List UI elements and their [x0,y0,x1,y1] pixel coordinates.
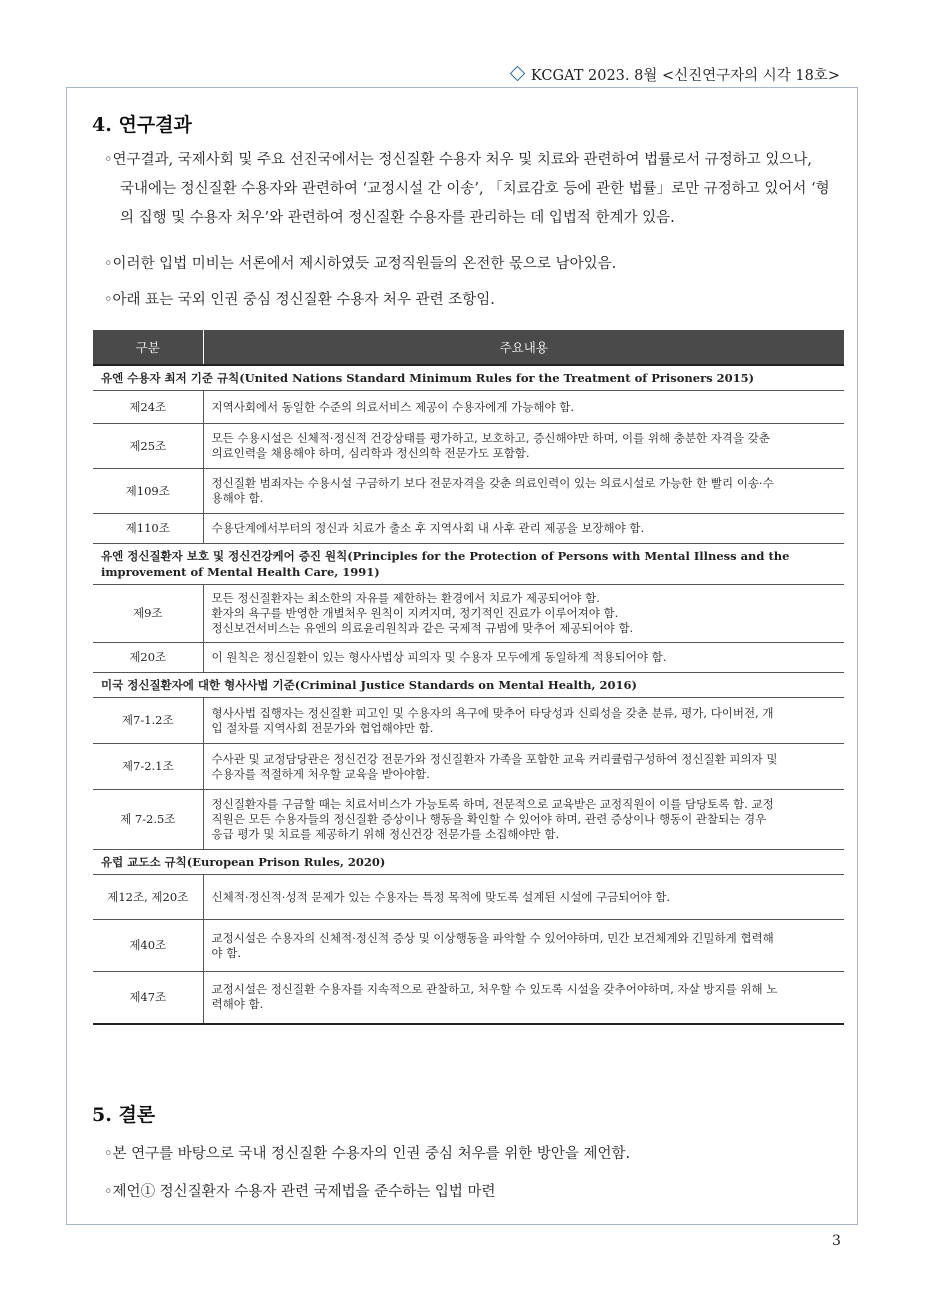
table-row [93,920,844,972]
content-line: 교정시설은 정신질환 수용자를 지속적으로 관찰하고, 처우할 수 있도록 시설을 갖추어야하며, 자살 방지를 위해 노 [211,982,778,997]
content-line: 수용자를 적절하게 처우할 교육을 받아야함. [211,766,430,781]
content-line: 정신보건서비스는 유엔의 의료윤리원칙과 같은 국제적 규범에 맞추어 제공되어야 함. [211,621,634,635]
paragraph [104,250,849,279]
paragraph [104,1140,849,1169]
content-cell [203,514,844,544]
paragraph-line: ◦제언① 정신질환자 수용자 관련 국제법을 준수하는 입법 마련 [104,1184,496,1200]
group-title: 미국 정신질환자에 대한 형사사법 기준(Criminal Justice Standards on Mental Health, 2016) [93,673,844,698]
content-line: 모든 수용시설은 신체적·정신적 건강상태를 평가하고, 보호하고, 증신해야만 하며, 이를 위해 충분한 자격을 갖춘 [211,431,770,445]
article-cell: 제24조 [93,391,203,424]
group-row [93,850,844,875]
content-line: 응급 평가 및 치료를 제공하기 위해 정신건강 전문가를 소집해야만 함. [211,827,560,841]
column-header-category: 구분 [93,330,203,365]
group-row [93,544,844,585]
rules-table [93,330,844,1025]
content-cell [203,744,844,790]
paragraph-line: 의 집행 및 수용자 처우’와 관련하여 정신질환 수용자를 관리하는 데 입법적 한계가 있음. [120,210,675,226]
content-line: 력해야 함. [211,997,264,1012]
article-cell: 제20조 [93,643,203,673]
table-row [93,424,844,469]
paragraph [104,146,849,233]
content-line: 교정시설은 수용자의 신체적·정신적 증상 및 이상행동을 파악할 수 있어야하며, 민간 보건체계와 긴밀하게 협력해 [211,930,774,945]
content-cell [203,391,844,424]
table-row [93,698,844,744]
article-cell: 제25조 [93,424,203,469]
content-cell [203,790,844,850]
content-cell [203,643,844,673]
article-cell: 제110조 [93,514,203,544]
content-line: 정신질환자를 구금할 때는 치료서비스가 가능토록 하며, 전문적으로 교육받은 교정직원이 이를 담당토록 함. 교정 [211,797,774,811]
paragraph-line: ◦아래 표는 국외 인권 중심 정신질환 수용자 처우 관련 조항임. [104,292,495,308]
article-cell: 제9조 [93,585,203,643]
content-line: 수용단계에서부터의 정신과 치료가 출소 후 지역사회 내 사후 관리 제공을 보장해야 함. [211,521,645,535]
column-header-content: 주요내용 [203,330,844,365]
content-line: 직원은 모든 수용자들의 정신질환 증상이나 행동을 확인할 수 있어야 하며, 관련 증상이나 행동이 관찰되는 경우 [211,812,767,826]
content-line: 의료인력을 채용해야 하며, 심리학과 정신의학 전문가도 포함함. [211,446,530,460]
article-cell: 제7-1.2조 [93,698,203,744]
content-cell [203,972,844,1024]
group-title: 유럽 교도소 규칙(European Prison Rules, 2020) [93,850,844,875]
content-line: 환자의 욕구를 반영한 개별처우 원칙이 지켜지며, 정기적인 진료가 이루어져야 함. [211,606,619,620]
group-title: 유엔 정신질환자 보호 및 정신건강케어 증진 원칙(Principles for the Protection of Persons with Mental Illness and the improvement of Mental Health Care, 1991) [93,544,844,585]
group-title: 유엔 수용자 최저 기준 규칙(United Nations Standard Minimum Rules for the Treatment of Prisoners 2015) [93,365,844,391]
group-row [93,365,844,391]
paragraph-line: ◦연구결과, 국제사회 및 주요 선진국에서는 정신질환 수용자 처우 및 치료와 관련하여 법률로서 규정하고 있으나, [104,152,813,168]
content-line: 용해야 함. [211,491,264,505]
paragraph [104,1178,849,1207]
content-cell [203,585,844,643]
table-row [93,514,844,544]
content-line: 이 원칙은 정신질환이 있는 형사사법상 피의자 및 수용자 모두에게 동일하게 적용되어야 함. [211,650,667,664]
content-cell [203,698,844,744]
content-line: 수사관 및 교정담당관은 정신건강 전문가와 정신질환자 가족을 포함한 교육 커리큘럼구성하여 정신질환 피의자 및 [211,751,778,766]
article-cell: 제47조 [93,972,203,1024]
paragraph-line: ◦본 연구를 바탕으로 국내 정신질환 수용자의 인권 중심 처우를 위한 방안을 제언함. [104,1146,631,1162]
table-row [93,643,844,673]
page-number: 3 [832,1233,841,1249]
table-row [93,972,844,1024]
content-line: 신체적·정신적·성적 문제가 있는 수용자는 특정 목적에 맞도록 설계된 시설에 구금되어야 함. [211,889,671,904]
table-row [93,391,844,424]
table-row [93,790,844,850]
paragraph-line: ◦이러한 입법 미비는 서론에서 제시하였듯 교정직원들의 온전한 몫으로 남아있음. [104,256,617,272]
table-row [93,744,844,790]
section-title: 4. 연구결과 [92,114,192,136]
article-cell: 제 7-2.5조 [93,790,203,850]
section-title: 5. 결론 [92,1104,156,1126]
content-cell [203,424,844,469]
table-row [93,585,844,643]
content-line: 형사사법 집행자는 정신질환 피고인 및 수용자의 욕구에 맞추어 타당성과 신뢰성을 갖춘 분류, 평가, 다이버전, 개 [211,705,774,720]
content-line: 야 함. [211,945,242,960]
content-line: 정신질환 범죄자는 수용시설 구금하기 보다 전문자격을 갖춘 의료인력이 있는 의료시설로 가능한 한 빨리 이송·수 [211,476,774,490]
content-line: 입 절차를 지역사회 전문가와 협업해야만 함. [211,720,434,735]
header-text: KCGAT 2023. 8월 <신진연구자의 시각 18호> [530,68,840,84]
group-row [93,673,844,698]
article-cell: 제12조, 제20조 [93,875,203,920]
article-cell: 제7-2.1조 [93,744,203,790]
table-header-row [93,330,844,365]
diamond-icon [510,66,526,82]
content-cell [203,469,844,514]
content-line: 지역사회에서 동일한 수준의 의료서비스 제공이 수용자에게 가능해야 함. [211,399,575,414]
paragraph-line: 국내에는 정신질환 수용자와 관련하여 ‘교정시설 간 이송’, 「치료감호 등에 관한 법률」로만 규정하고 있어서 ‘형 [120,181,830,197]
content-cell [203,920,844,972]
article-cell: 제109조 [93,469,203,514]
article-cell: 제40조 [93,920,203,972]
content-cell [203,875,844,920]
page-header [480,64,840,85]
content-line: 모든 정신질환자는 최소한의 자유를 제한하는 환경에서 치료가 제공되어야 함. [211,591,600,605]
table-row [93,875,844,920]
table-row [93,469,844,514]
paragraph [104,286,849,315]
